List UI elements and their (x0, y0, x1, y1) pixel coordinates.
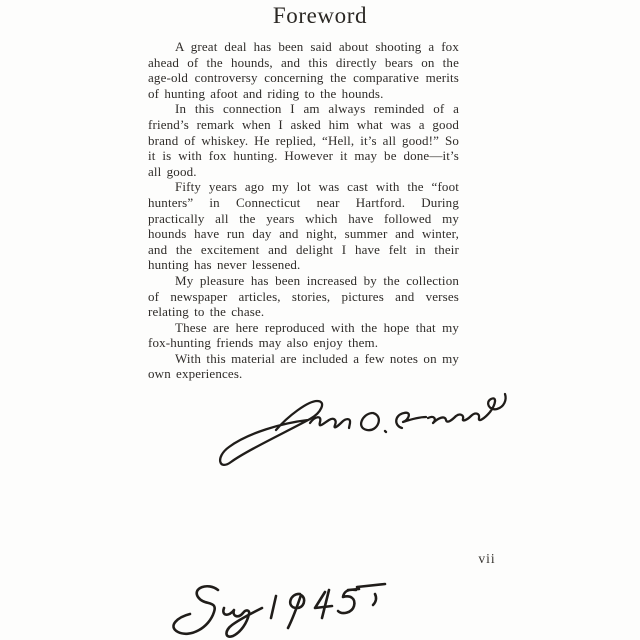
signature-stroke-j-flourish (220, 401, 322, 465)
date-stroke-19 (271, 594, 304, 628)
page-title: Foreword (272, 3, 368, 28)
date-stroke-uly (223, 608, 262, 637)
paragraph: A great deal has been said about shooting a fox ahead of the hounds, and this directly bears on the age-old controversy concerning the comparative merits of hunting afoot and riding to the hounds. (148, 39, 459, 101)
author-signature (216, 392, 512, 468)
date-stroke-j (173, 586, 218, 634)
paragraph: My pleasure has been increased by the collection of newspaper articles, stories, pictures and verses relating to the chase. (148, 272, 459, 320)
date-stroke-dash (357, 584, 385, 587)
signature-stroke-o-initial (361, 413, 386, 432)
paragraph: These are here reproduced with the hope that my fox-hunting friends may also enjoy them. (148, 319, 459, 351)
paragraph: Fifty years ago my lot was cast with the “foot hunters” in Connecticut near Hartford. During practically all the years which have followed my hounds have run day and night, summer and winter, and the excitement and delight I have felt in their hunting has never lessened. (148, 179, 459, 273)
paragraph: In this connection I am always reminded of a friend’s remark when I asked him what was a good brand of whiskey. He replied, “Hell, it’s all good!” So it is with fox hunting. However it may be done—it’s all good. (148, 101, 459, 179)
date-stroke-45 (315, 589, 359, 618)
handwritten-date (160, 580, 398, 638)
page-number: vii (478, 551, 496, 566)
date-stroke-comma (373, 594, 376, 605)
signature-stroke-enders (396, 394, 505, 428)
signature-stroke-ohn (310, 417, 350, 428)
foreword-text-block (148, 39, 459, 382)
paragraph: With this material are included a few notes on my own experiences. (148, 350, 459, 382)
